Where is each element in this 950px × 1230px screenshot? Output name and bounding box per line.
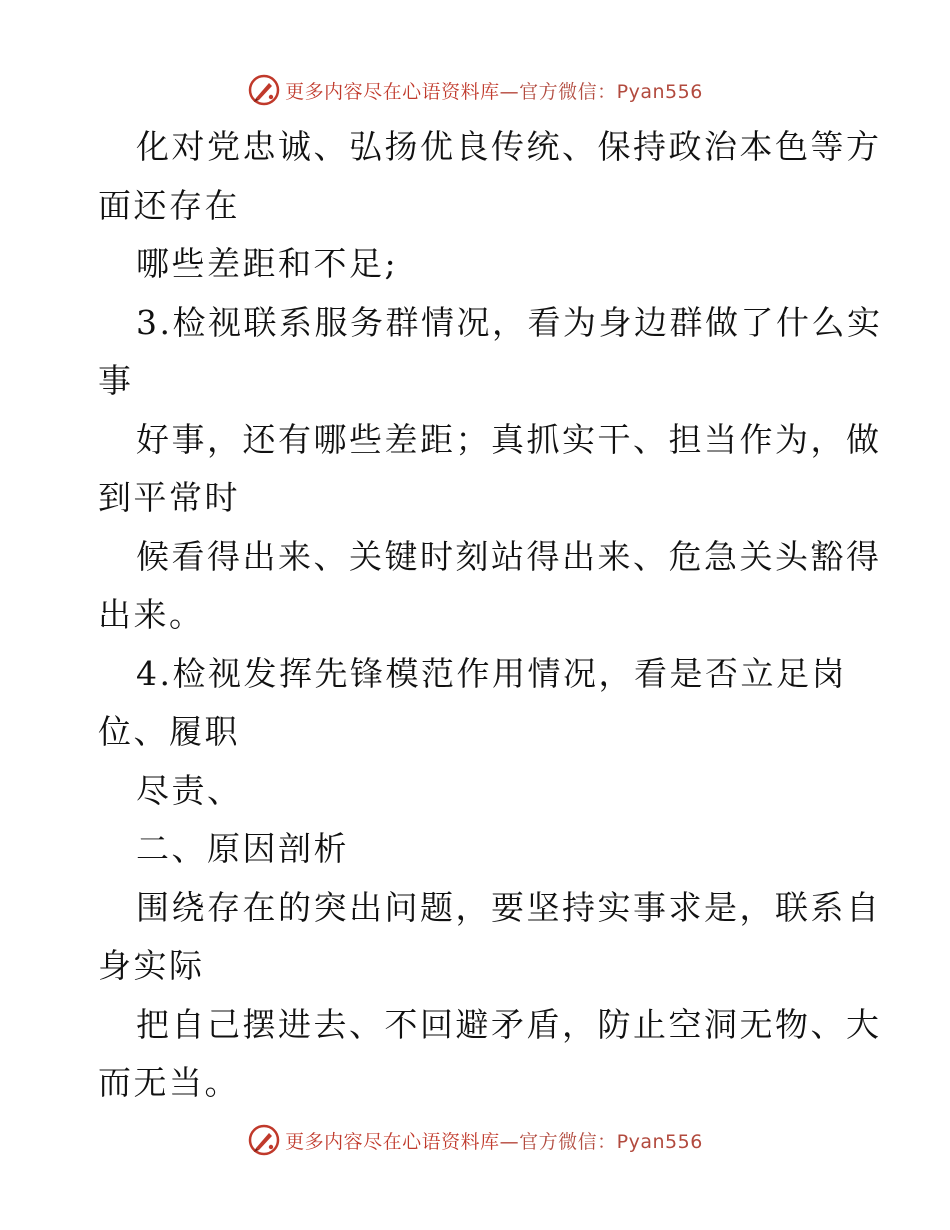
- text-line: 4.检视发挥先锋模范作用情况，看是否立足岗: [136, 653, 847, 693]
- banner-site-name: 更多内容尽在心语资料库: [285, 80, 500, 103]
- text-line: 出来。: [98, 595, 205, 634]
- banner-separator: —: [499, 1130, 520, 1153]
- banner-text: [285, 1127, 703, 1154]
- text-line: 而无当。: [98, 1063, 240, 1102]
- pen-circle-logo-icon: [247, 1123, 281, 1157]
- footer-banner: [0, 1120, 950, 1160]
- banner-site-name: 更多内容尽在心语资料库: [285, 1130, 500, 1153]
- banner-wechat: 官方微信：Pyan556: [519, 1130, 703, 1153]
- banner-text: [285, 77, 703, 104]
- text-line: 围绕存在的突出问题，要坚持实事求是，联系自: [136, 887, 882, 927]
- header-banner: [0, 70, 950, 110]
- banner-wechat: 官方微信：Pyan556: [519, 80, 703, 103]
- text-line: 候看得出来、关键时刻站得出来、危急关头豁得: [136, 536, 882, 576]
- text-line: 3.检视联系服务群情况，看为身边群做了什么实: [136, 302, 883, 342]
- text-line: 二、原因剖析: [136, 829, 349, 868]
- text-line: 位、履职: [98, 712, 240, 751]
- text-line: 尽责、: [136, 770, 243, 810]
- text-line: 面还存在: [98, 185, 240, 225]
- text-line: 把自己摆进去、不回避矛盾，防止空洞无物、大: [136, 1004, 882, 1044]
- document-body: [98, 118, 883, 1113]
- text-line: 身实际: [98, 946, 205, 985]
- text-line: 哪些差距和不足;: [136, 244, 399, 283]
- text-line: 好事，还有哪些差距；真抓实干、担当作为，做: [136, 419, 882, 459]
- text-line: 化对党忠诚、弘扬优良传统、保持政治本色等方: [136, 127, 882, 166]
- text-line: 到平常时: [98, 478, 240, 517]
- banner-separator: —: [499, 80, 520, 103]
- text-line: 事: [98, 361, 134, 400]
- pen-circle-logo-icon: [247, 73, 281, 107]
